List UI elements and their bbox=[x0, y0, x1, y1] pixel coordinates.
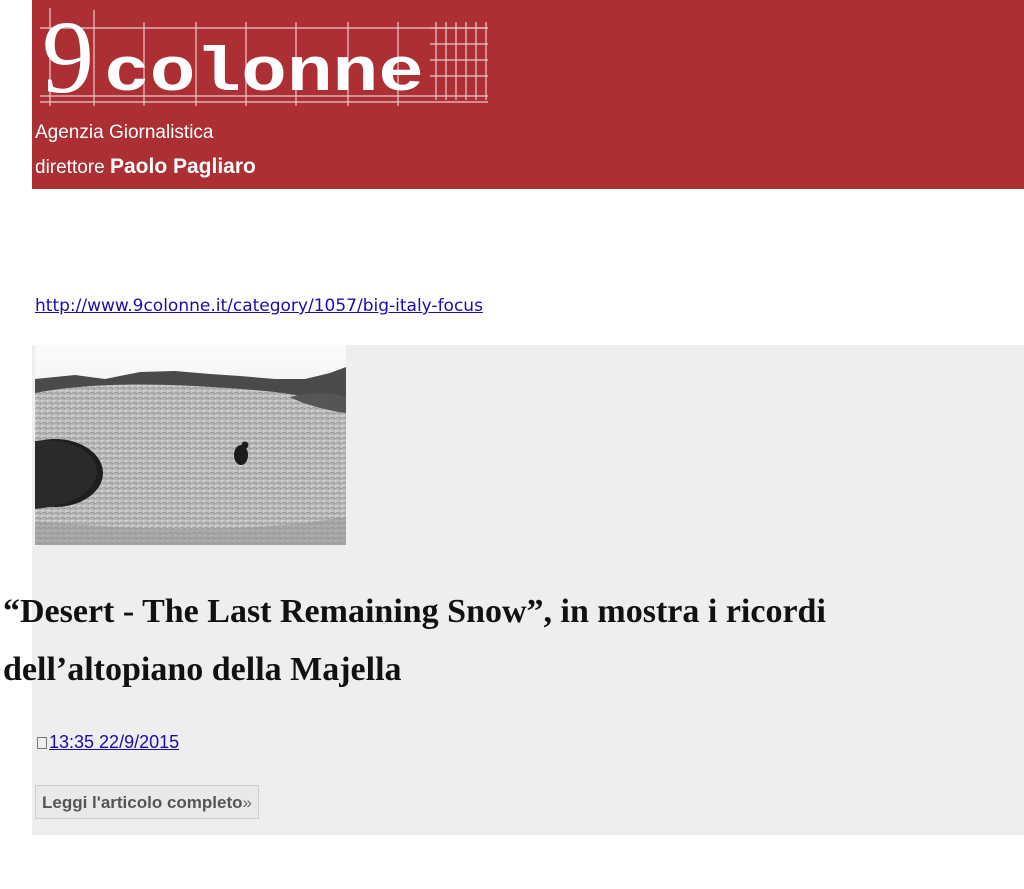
director-label: direttore bbox=[35, 157, 105, 178]
clock-icon bbox=[37, 737, 47, 749]
article-headline[interactable]: “Desert - The Last Remaining Snow”, in mostra i ricordi dell’altopiano della Majella bbox=[3, 593, 826, 688]
logo-word: colonne bbox=[104, 38, 424, 109]
director-line bbox=[35, 155, 256, 180]
logo[interactable] bbox=[32, 0, 492, 110]
logo-number: 9 bbox=[42, 0, 94, 110]
director-name: Paolo Pagliaro bbox=[109, 155, 256, 178]
agency-label: Agenzia Giornalistica bbox=[35, 122, 214, 143]
article-photo[interactable] bbox=[35, 345, 346, 545]
site-header bbox=[32, 0, 1024, 189]
read-more-button[interactable] bbox=[35, 785, 259, 819]
source-url-link[interactable]: http://www.9colonne.it/category/1057/big-italy-focus bbox=[35, 296, 483, 316]
article-date bbox=[37, 732, 179, 753]
read-more-label: Leggi l'articolo completo bbox=[42, 793, 243, 812]
article-datetime-link[interactable]: 13:35 22/9/2015 bbox=[49, 732, 180, 752]
read-more-arrow: » bbox=[242, 793, 252, 812]
